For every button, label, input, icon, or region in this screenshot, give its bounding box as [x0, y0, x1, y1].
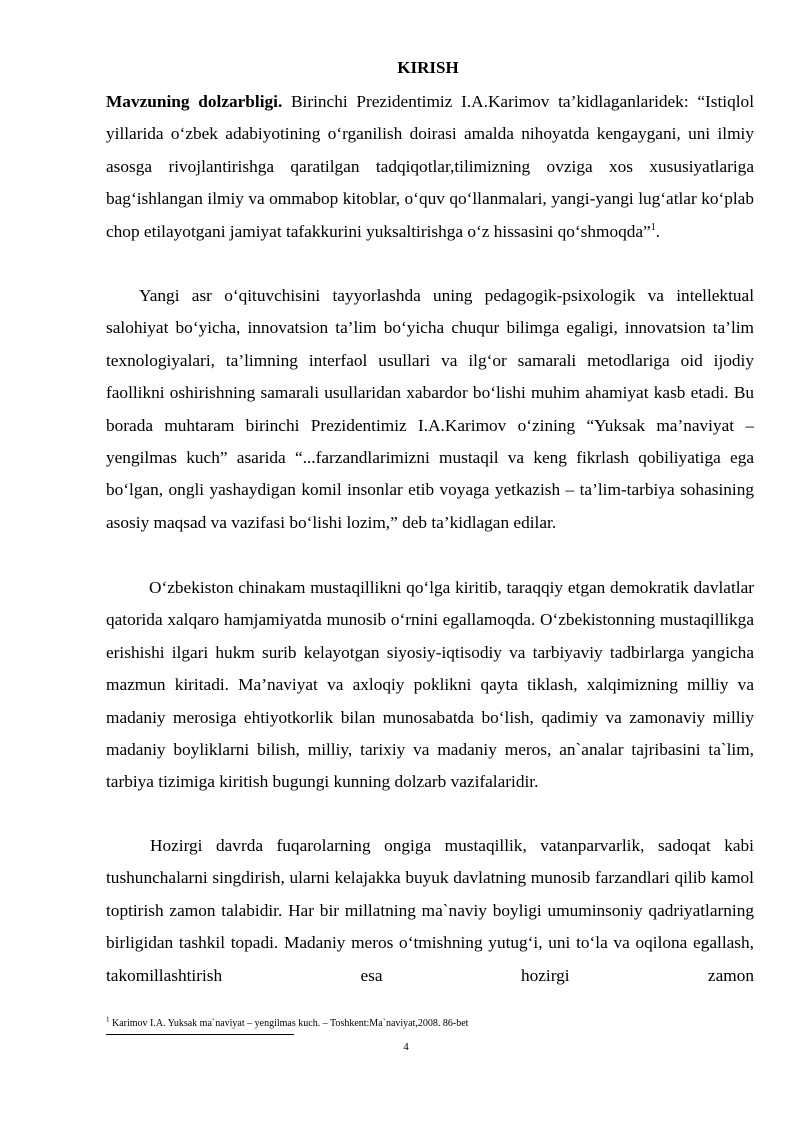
paragraph-relevance — [106, 86, 754, 248]
paragraph-independence: O‘zbekiston chinakam mustaqillikni qo‘lga kiritib, taraqqiy etgan demokratik davlatlar qatorida xalqaro hamjamiyatda munosib o‘rnini egallamoqda. O‘zbekistonning mustaqillikga erishishi ilgari hukm surib kelayotgan siyosiy-iqtisodiy va tarbiyaviy tadbirlarga yangicha mazmun kiritadi. Ma’naviyat va axloqiy poklikni qayta tiklash, xalqimizning milliy va madaniy merosiga ehtiyotkorlik bilan munosabatda bo‘lish, qadimiy va zamonaviy milliy madaniy boyliklarni bilish, milliy, tarixiy va madaniy meros, an`analar tajribasini ta`lim, tarbiya tizimiga kiritish bugungi kunning dolzarb vazifalaridir. — [106, 578, 754, 792]
paragraph-teacher-training: Yangi asr o‘qituvchisini tayyorlashda uning pedagogik-psixologik va intellektual salohiyat bo‘yicha, innovatsion ta’lim bo‘yicha chuqur bilimga egaligi, innovatsion ta’lim texnologiyalari, ta’limning interfaol usullari va ilg‘or samarali metodlariga oid ijodiy faollikni oshirishning samarali usullaridan xabardor bo‘lishi muhim ahamiyat kasb etadi. Bu borada muhtaram birinchi Prezidentimiz I.A.Karimov o‘zining “Yuksak ma’naviyat – yengilmas kuch” asarida “...farzandlarimizni mustaqil va keng fikrlash qobiliyatiga ega bo‘lgan, ongli yashaydigan komil insonlar etib voyaga yetkazish – ta’lim-tarbiya sohasining asosiy maqsad va vazifasi bo‘lishi lozim,” deb ta’kidlagan edilar. — [106, 286, 754, 532]
footnote-ref: 1 — [650, 221, 656, 233]
relevance-text: Birinchi Prezidentimiz I.A.Karimov ta’kidlaganlaridek: “Istiqlol yillarida o‘zbek adabiyotining o‘rganilish doirasi amalda nihoyatda kengaygani, uni ilmiy asosga rivojlantirishga qaratilgan tadqiqotlar,tilimizning ovziga xos xususiyatlariga bag‘ishlangan ilmiy va ommabop kitoblar, o‘quv qo‘llanmalari, yangi-yangi lug‘atlar ko‘plab chop etilayotgani jamiyat tafakkurini yuksaltirishga o‘z hissasini qo‘shmoqda” — [106, 92, 754, 241]
footnote — [106, 1015, 746, 1030]
page-number: 4 — [403, 1041, 409, 1053]
paragraph-heritage: Hozirgi davrda fuqarolarning ongiga mustaqillik, vatanparvarlik, sadoqat kabi tushunchalarni singdirish, ularni kelajakka buyuk davlatning munosib farzandlari qilib kamol toptirish zamon talabidir. Har bir millatning ma`naviy boyligi umuminsoniy qadriyatlarning birligidan tashkil topadi. Madaniy meros o‘tmishning yutug‘i, uni to‘la va oqilona egallash, takomillashtirish esa hozirgi zamon — [106, 836, 754, 985]
footnote-marker: 1 — [106, 1015, 110, 1024]
relevance-end: . — [655, 221, 661, 241]
section-heading: KIRISH — [397, 58, 459, 77]
relevance-lead: Mavzuning dolzarbligi. — [106, 92, 283, 111]
footnote-separator — [106, 1034, 294, 1035]
footnote-text: Karimov I.A. Yuksak ma`naviyat – yengilmas kuch. – Toshkent:Ma`naviyat,2008. 86-bet — [109, 1018, 469, 1029]
